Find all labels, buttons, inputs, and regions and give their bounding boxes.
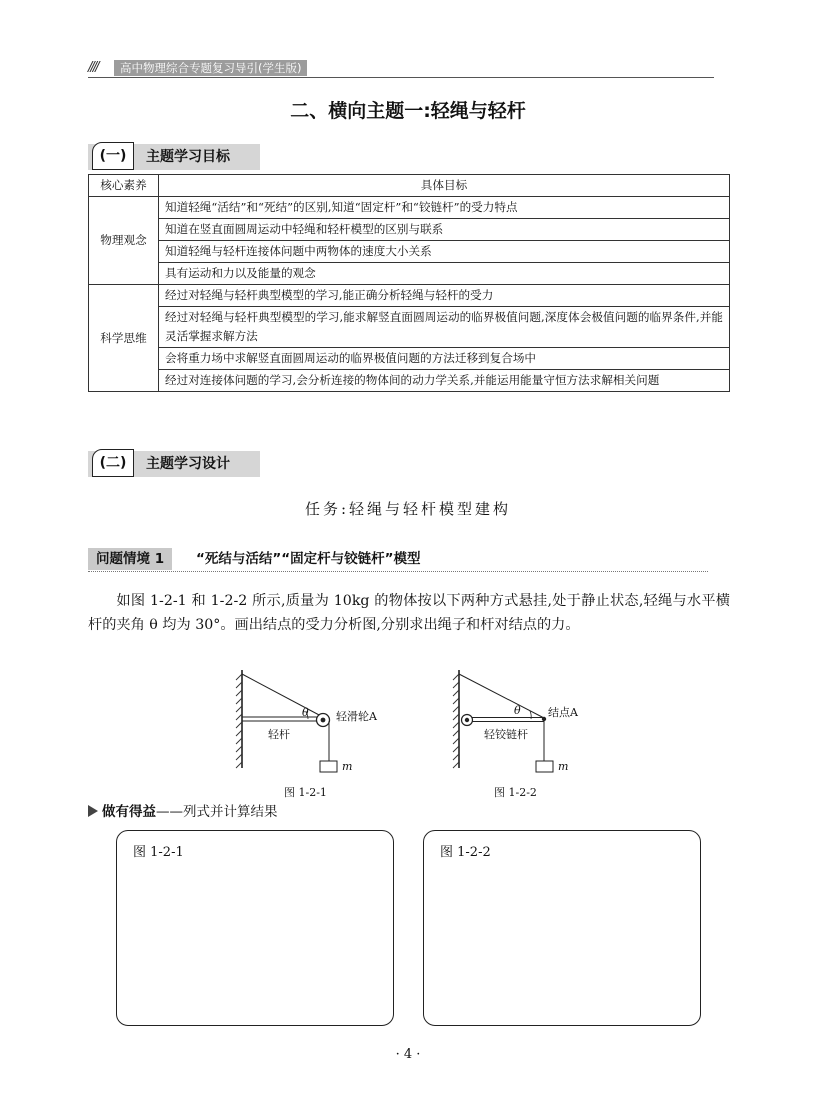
problem-paragraph <box>88 589 730 637</box>
table-row <box>89 370 730 392</box>
header-core: 核心素养 <box>89 175 159 197</box>
table-row <box>89 348 730 370</box>
practice-rest: 列式并计算结果 <box>183 804 278 820</box>
paragraph-text: 如图 1-2-1 和 1-2-2 所示,质量为 10kg 的物体按以下两种方式悬挂,处于静止状态,轻绳与水平横杆的夹角 θ 均为 30°。画出结点的受力分析图,分别求出绳子和杆对结点的力。 <box>88 593 730 633</box>
goal-cell: 会将重力场中求解竖直面圆周运动的临界极值问题的方法迁移到复合场中 <box>159 348 730 370</box>
answer-box-label: 图 1-2-1 <box>133 845 184 860</box>
practice-prompt <box>88 800 278 820</box>
problem-label: 问题情境 1 <box>88 548 172 570</box>
task-title: 任务:轻绳与轻杆模型建构 <box>304 500 512 518</box>
play-arrow-icon <box>88 805 98 817</box>
mass-label: m <box>342 760 353 773</box>
category-cell: 科学思维 <box>89 285 159 392</box>
table-row <box>89 219 730 241</box>
problem-header <box>88 546 708 572</box>
goal-cell: 经过对轻绳与轻杆典型模型的学习,能正确分析轻绳与轻杆的受力 <box>159 285 730 307</box>
practice-bold: 做有得益 <box>102 804 156 820</box>
goal-cell: 经过对连接体问题的学习,会分析连接的物体间的动力学关系,并能运用能量守恒方法求解相关问题 <box>159 370 730 392</box>
table-row <box>89 285 730 307</box>
category-cell: 物理观念 <box>89 197 159 285</box>
running-header <box>88 60 714 78</box>
goal-cell: 具有运动和力以及能量的观念 <box>159 263 730 285</box>
page-title: 二、横向主题一:轻绳与轻杆 <box>290 100 526 122</box>
section-number: (一) <box>92 142 134 170</box>
rod-label: 轻铰链杆 <box>484 728 528 741</box>
problem-title: “死结与活结”“固定杆与铰链杆”模型 <box>196 551 421 567</box>
table-row <box>89 241 730 263</box>
answer-box-2[interactable] <box>423 830 701 1026</box>
figure-1-2-1-diagram <box>228 666 368 802</box>
header-rule <box>88 77 714 78</box>
header-goal: 具体目标 <box>159 175 730 197</box>
figure-1-2-1 <box>228 666 377 802</box>
goal-cell: 经过对轻绳与轻杆典型模型的学习,能求解竖直面圆周运动的临界极值问题,深度体会极值问题的临界条件,并能灵活掌握求解方法 <box>159 307 730 348</box>
section-label: 主题学习目标 <box>146 149 230 165</box>
section-tab-design <box>88 449 260 477</box>
caption-1-2-1: 图 1-2-1 <box>284 786 327 799</box>
section-label: 主题学习设计 <box>146 456 230 472</box>
caption-1-2-2: 图 1-2-2 <box>494 786 537 799</box>
figure-1-2-2 <box>446 666 596 802</box>
theta-label: θ <box>514 704 521 717</box>
page-number: · 4 · <box>395 1047 421 1062</box>
goals-table <box>88 174 730 392</box>
table-row <box>89 307 730 348</box>
header-slashes: //// <box>88 60 98 75</box>
goal-cell: 知道在竖直面圆周运动中轻绳和轻杆模型的区别与联系 <box>159 219 730 241</box>
goal-cell: 知道轻绳与轻杆连接体问题中两物体的速度大小关系 <box>159 241 730 263</box>
table-header-row <box>89 175 730 197</box>
answer-box-label: 图 1-2-2 <box>440 845 491 860</box>
book-title: 高中物理综合专题复习导引(学生版) <box>114 60 307 76</box>
table-row <box>89 263 730 285</box>
theta-label: θ <box>302 706 309 719</box>
pulley-label: 轻滑轮A <box>336 710 377 723</box>
problem-rule <box>88 571 708 572</box>
practice-dash: —— <box>156 804 183 820</box>
answer-box-1[interactable] <box>116 830 394 1026</box>
knot-label: 结点A <box>548 706 578 719</box>
goal-cell: 知道轻绳“活结”和“死结”的区别,知道“固定杆”和“铰链杆”的受力特点 <box>159 197 730 219</box>
section-tab-goals <box>88 142 260 170</box>
rod-label: 轻杆 <box>268 728 290 741</box>
section-number: (二) <box>92 449 134 477</box>
mass-label: m <box>558 760 569 773</box>
table-row <box>89 197 730 219</box>
